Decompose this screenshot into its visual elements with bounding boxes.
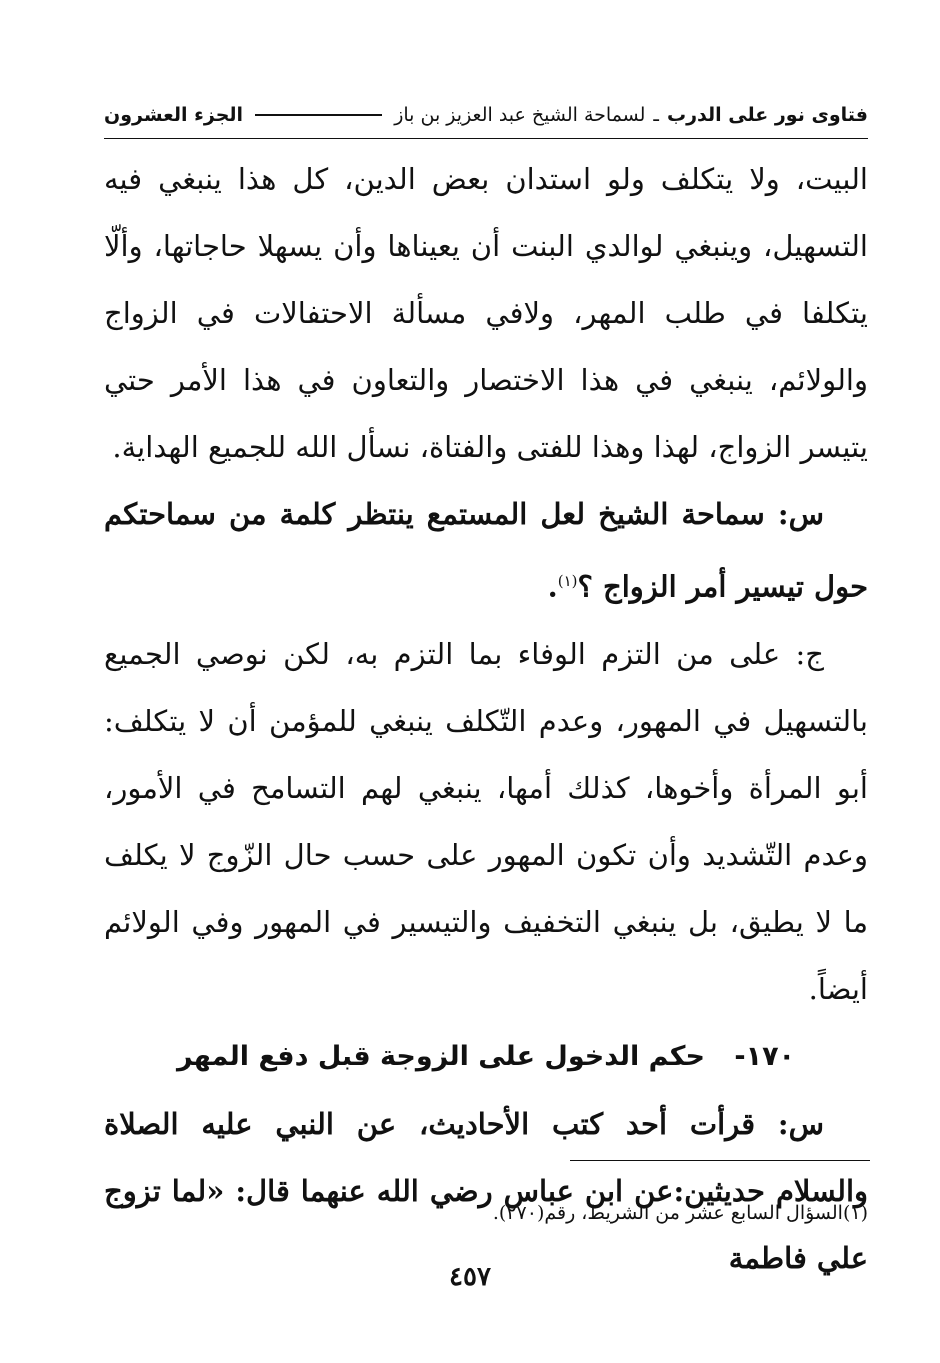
author-name: لسماحة الشيخ عبد العزيز بن باز [394,104,646,126]
question-paragraph [104,481,868,621]
question-text: س: سماحة الشيخ لعل المستمع ينتظر كلمة من سماحتكم حول تيسير أمر الزواج ؟ [104,497,868,604]
footnote: (١)السؤال السابع عشر من الشريط، رقم(٢٧٠). [492,1202,868,1224]
footnote-rule [570,1160,870,1161]
section-number: ١٧٠- [734,1040,796,1072]
header-separator [255,114,382,116]
question-end: . [547,569,558,604]
book-title: فتاوى نور على الدرب [667,104,868,126]
question-paragraph-2: س: قرأت أحد كتب الأحاديث، عن النبي عليه الصلاة والسلام حديثين:عن ابن عباس رضي الله عنهما قال: «لما تزوج علي فاطمة [104,1106,868,1275]
header-rule [104,138,868,139]
section-heading [104,1027,868,1087]
footnote-reference: (١) [557,572,578,590]
running-header [104,98,868,132]
page-body [104,146,868,1292]
section-title: حكم الدخول على الزوجة قبل دفع المهر [176,1040,705,1072]
volume-label: الجزء العشرون [104,104,244,126]
page-number: ٤٥٧ [449,1262,491,1292]
paragraph-continuation: البيت، ولا يتكلف ولو استدان بعض الدين، كل هذا ينبغي فيه التسهيل، وينبغي لوالدي البنت أن يعيناها وأن يسهلا حاجاتها، وألّا يتكلفا في طلب المهر، ولافي مسألة الاحتفالات في الزواج والولائم، ينبغي في هذا الاختصار والتعاون في هذا الأمر حتي يتيسر الزواج، لهذا وهذا للفتى والفتاة، نسأل الله للجميع الهداية. [104,162,868,464]
answer-paragraph: ج: على من التزم الوفاء بما التزم به، لكن نوصي الجميع بالتسهيل في المهور، وعدم التّكلف ينبغي للمؤمن أن لا يتكلف: أبو المرأة وأخوها، كذلك أمها، ينبغي لهم التسامح في الأمور، وعدم التّشديد وأن تكون المهور على حسب حال الزّوج لا يكلف ما لا يطيق، بل ينبغي التخفيف والتيسير في المهور وفي الولائم أيضاً. [104,636,868,1006]
header-dash: ـ [653,104,659,126]
